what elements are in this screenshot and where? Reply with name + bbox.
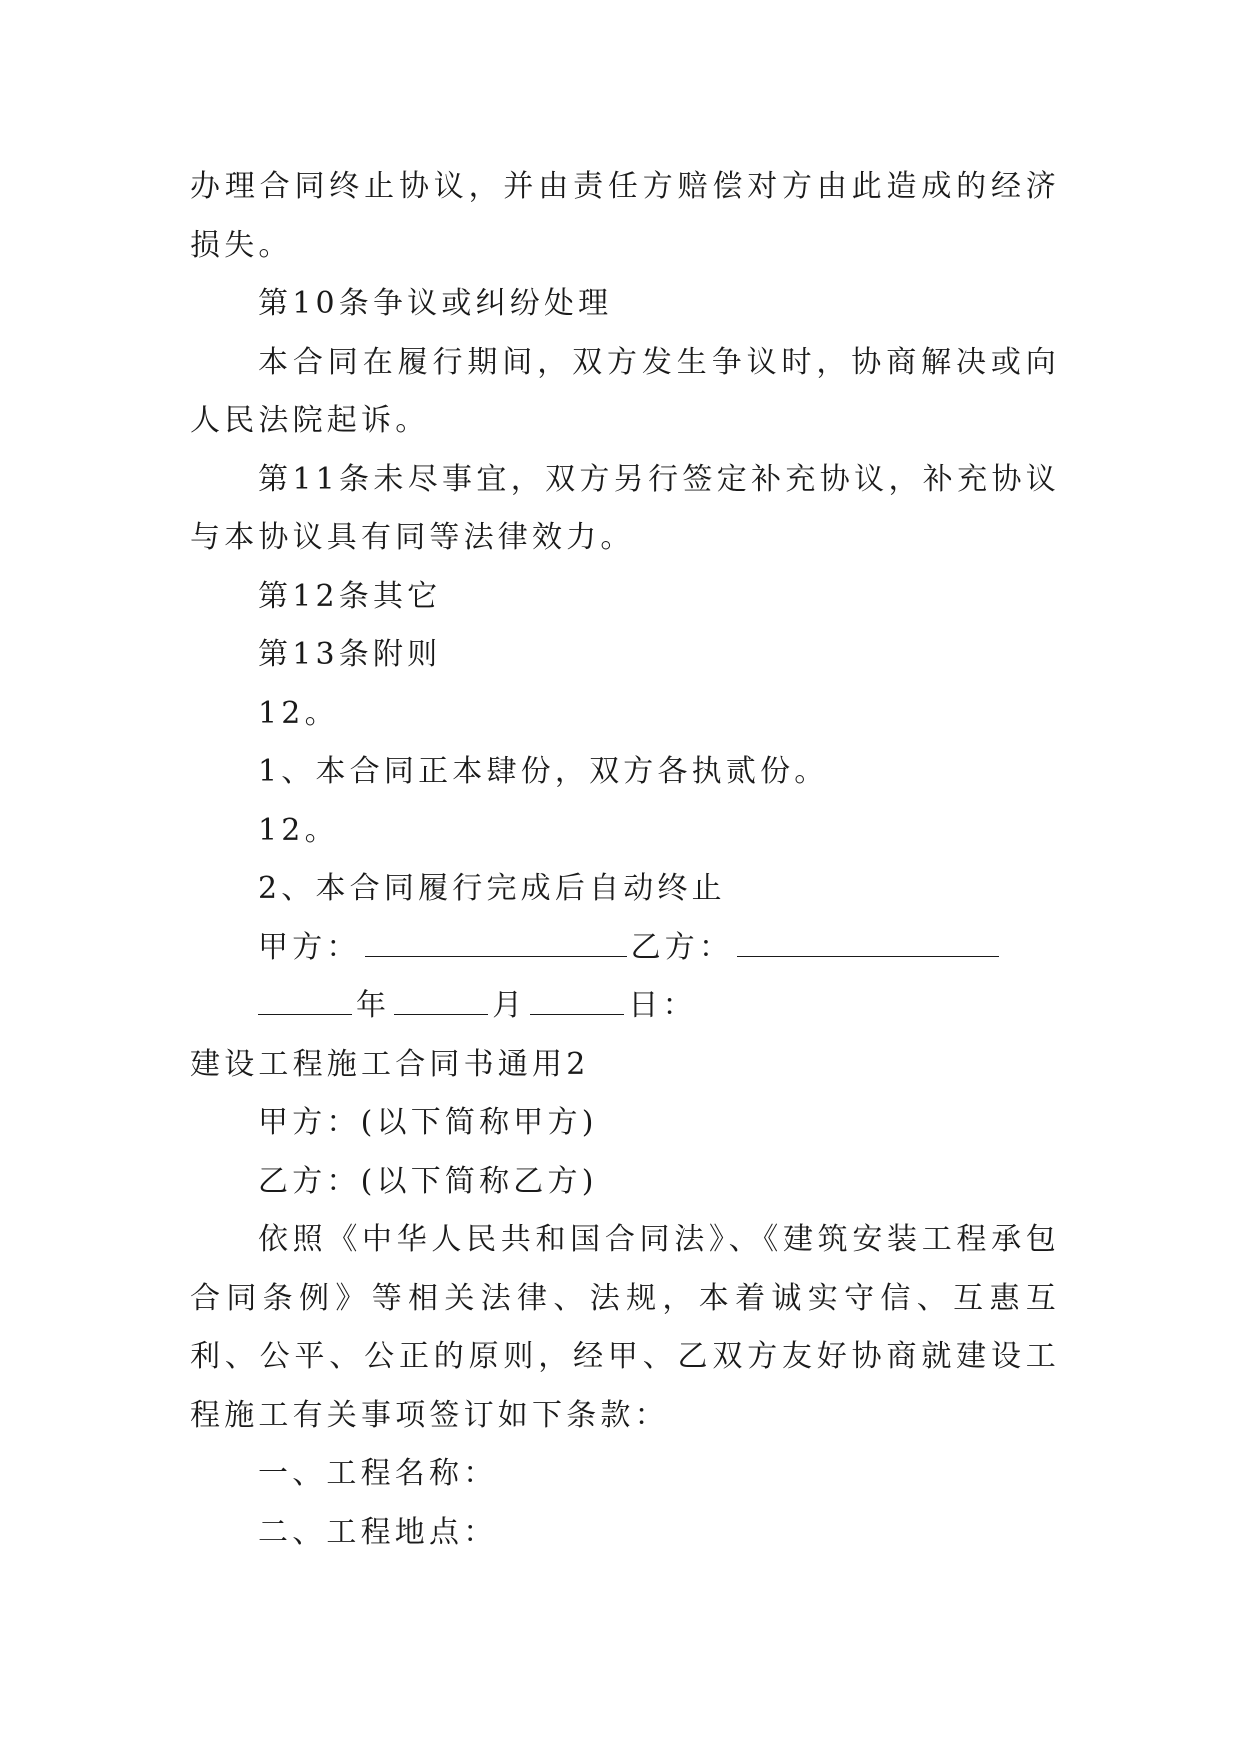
party-b-signature-blank xyxy=(737,936,999,957)
second-contract-preamble: 依照《中华人民共和国合同法》、《建筑安装工程承包合同条例》等相关法律、法规，本着诚实守信、互惠互利、公平、公正的原则，经甲、乙双方友好协商就建设工程施工有关事项签订如下条款： xyxy=(190,1222,1060,1433)
clause-copies: 1、本合同正本肆份，双方各执贰份。 xyxy=(258,754,829,789)
document-body xyxy=(190,158,1060,1562)
month-label: 月 xyxy=(492,988,527,1023)
clause-number-12-b: 12。 xyxy=(258,812,339,848)
article-12-heading: 第12条其它 xyxy=(258,578,442,614)
second-contract-title: 建设工程施工合同书通用2 xyxy=(190,1046,590,1082)
article-11-text: 第11条未尽事宜，双方另行签定补充协议，补充协议与本协议具有同等法律效力。 xyxy=(190,461,1060,555)
day-blank xyxy=(530,994,624,1015)
clause-number-12-a: 12。 xyxy=(258,695,339,731)
clause-auto-termination: 2、本合同履行完成后自动终止 xyxy=(258,871,726,906)
year-label: 年 xyxy=(356,988,391,1023)
article-10-text: 本合同在履行期间，双方发生争议时，协商解决或向人民法院起诉。 xyxy=(190,344,1060,438)
second-contract-item-project-location: 二、工程地点： xyxy=(258,1514,498,1550)
date-line xyxy=(190,977,1060,1036)
day-label: 日： xyxy=(628,988,697,1023)
second-contract-party-a: 甲方：(以下简称甲方) xyxy=(258,1105,598,1140)
article-10-heading: 第10条争议或纠纷处理 xyxy=(258,286,613,321)
second-contract-party-b: 乙方：(以下简称乙方) xyxy=(258,1163,598,1199)
article-13-heading: 第13条附则 xyxy=(258,637,442,672)
party-a-signature-blank xyxy=(365,936,627,957)
paragraph-termination-compensation: 办理合同终止协议，并由责任方赔偿对方由此造成的经济损失。 xyxy=(190,169,1060,263)
party-b-label: 乙方： xyxy=(630,929,734,965)
party-a-label: 甲方： xyxy=(258,929,361,965)
second-contract-item-project-name: 一、工程名称： xyxy=(258,1456,498,1491)
month-blank xyxy=(394,994,488,1015)
year-blank xyxy=(258,994,352,1015)
signature-line xyxy=(190,919,1060,978)
